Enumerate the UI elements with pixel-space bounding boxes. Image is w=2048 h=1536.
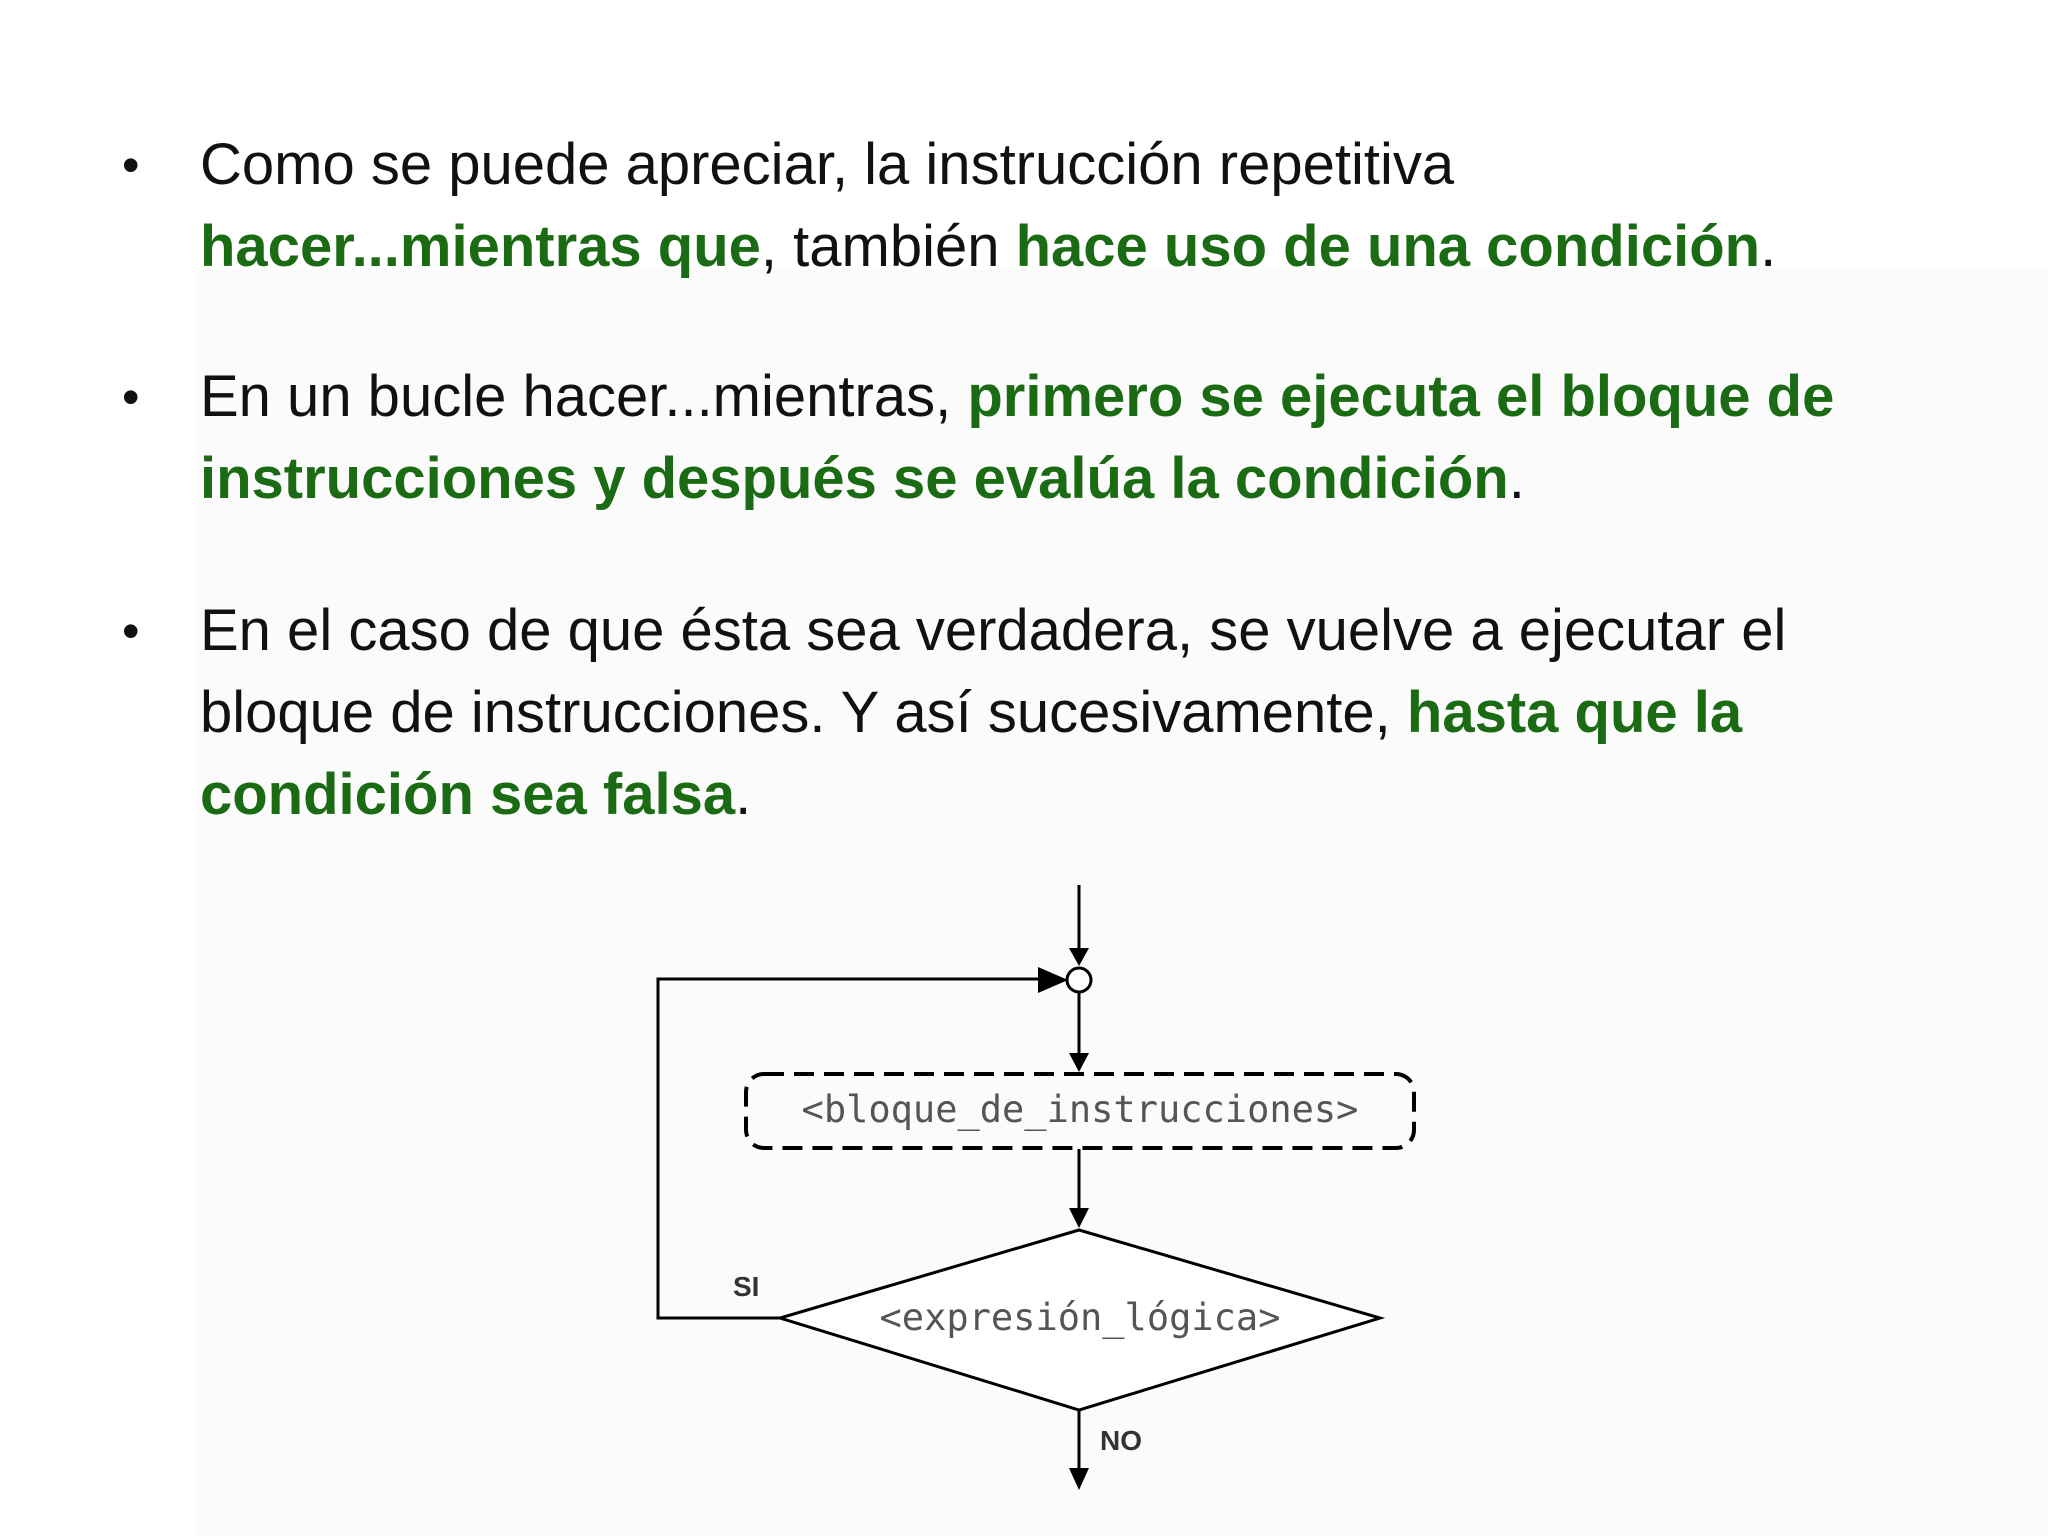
- bullet-segment: En el caso de que ésta sea verdadera, se vuelve a ejecutar el: [200, 598, 1787, 663]
- block-arrowhead: [1069, 1053, 1089, 1072]
- junction-node: [1067, 968, 1091, 992]
- bullet-glyph: •: [122, 603, 140, 659]
- condition-label: <expresión_lógica>: [879, 1296, 1281, 1339]
- bullet-glyph: •: [122, 369, 140, 425]
- bullet-text: [200, 124, 1990, 288]
- bullet-segment-highlight: primero se ejecuta el bloque de: [967, 364, 1835, 429]
- bullet-text: [200, 590, 1990, 836]
- bullet-segment-highlight: hace uso de una condición: [1015, 214, 1761, 279]
- block-label: <bloque_de_instrucciones>: [801, 1088, 1359, 1131]
- bullet-segment: .: [1508, 446, 1525, 511]
- bullet-segment: .: [735, 762, 752, 827]
- bullet-segment-highlight: hasta que la: [1406, 680, 1743, 745]
- loop-back-arrowhead: [1038, 967, 1068, 993]
- entry-arrowhead: [1069, 948, 1089, 966]
- do-while-flowchart: [640, 880, 1420, 1500]
- yes-label: SI: [733, 1271, 760, 1302]
- bullet-segment-highlight: hacer...mientras que: [200, 214, 761, 279]
- bullet-segment: En un bucle hacer...mientras,: [200, 364, 968, 429]
- no-label: NO: [1100, 1425, 1142, 1456]
- bullet-segment-highlight: condición sea falsa: [200, 762, 736, 827]
- bullet-segment: , también: [760, 214, 1016, 279]
- bullet-segment: bloque de instrucciones. Y así sucesivamente,: [200, 680, 1407, 745]
- condition-arrowhead: [1069, 1208, 1089, 1228]
- bullet-glyph: •: [122, 137, 140, 193]
- bullet-segment: Como se puede apreciar, la instrucción repetitiva: [200, 132, 1455, 197]
- bullet-segment: .: [1760, 214, 1777, 279]
- bullet-text: [200, 356, 1990, 520]
- exit-arrowhead: [1069, 1468, 1089, 1490]
- bullet-segment-highlight: instrucciones y después se evalúa la condición: [200, 446, 1509, 511]
